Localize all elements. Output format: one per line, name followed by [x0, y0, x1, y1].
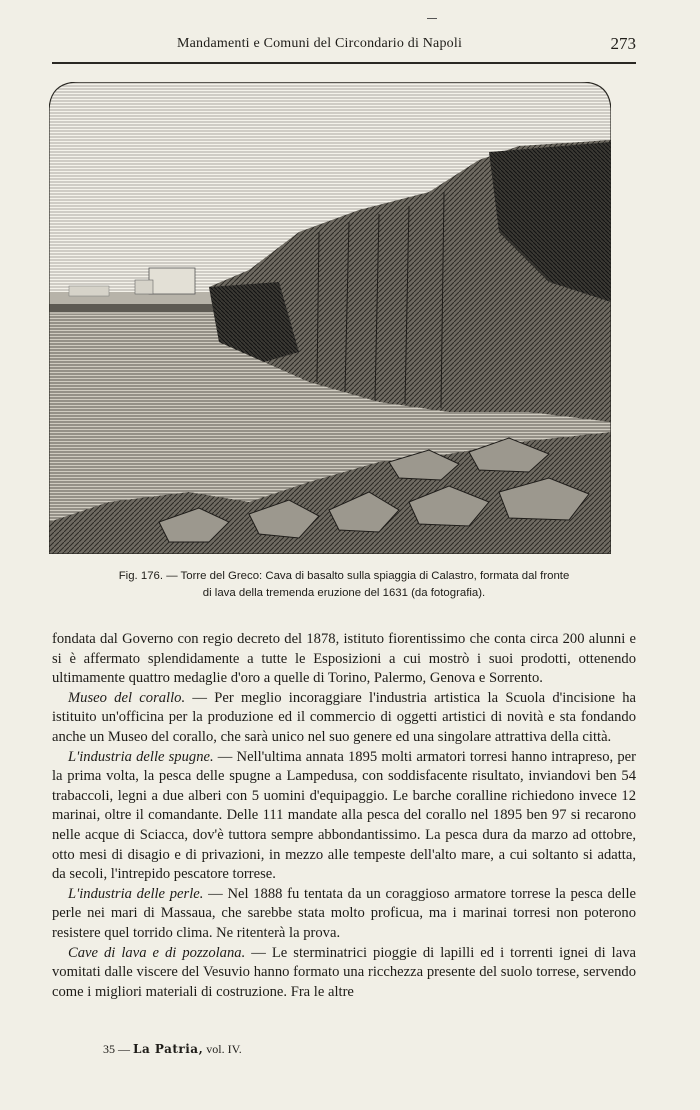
paragraph-cave-title: Cave di lava e di pozzolana.: [68, 944, 246, 961]
running-header: [52, 36, 636, 58]
paragraph-perle: [52, 885, 636, 944]
paragraph-cave-text: — Le sterminatrici pioggie di lapilli ed i torrenti ignei di lava vomitati dalle viscere del Vesuvio hanno formato una ricchezza presente del suolo torrese, servendo come i migliori materiali di costruzione. Fra le altre: [52, 944, 636, 1000]
caption-line-2: di lava della tremenda eruzione del 1631 (da fotografia).: [202, 587, 486, 599]
page-footer: [103, 1042, 242, 1057]
running-title: Mandamenti e Comuni del Circondario di Napoli: [177, 36, 463, 51]
header-rule: [52, 62, 636, 64]
paragraph-spugne: [52, 748, 636, 885]
article-body: [52, 630, 636, 1002]
paragraph-1: fondata dal Governo con regio decreto del 1878, istituto fiorentissimo che conta circa 200 alunni e si è affermato splendidamente a tutte le Esposizioni a cui mostrò i suoi prodotti, ottenendo ultimamente quattro medaglie d'oro a quelle di Torino, Palermo, Genova e Sorrento.: [52, 631, 636, 687]
paragraph-spugne-title: L'industria delle spugne.: [68, 748, 214, 765]
paragraph-museo: [52, 689, 636, 748]
paragraph-perle-title: L'industria delle perle.: [68, 885, 204, 902]
footer-publication: La Patria,: [133, 1042, 204, 1056]
basalt-quarry-illustration: [49, 82, 611, 554]
page-number: 273: [610, 34, 636, 53]
engraving-figure: [49, 82, 611, 554]
footer-volume: vol. IV.: [206, 1042, 242, 1056]
paragraph-spugne-text: — Nell'ultima annata 1895 molti armatori torresi hanno intrapreso, per la prima volta, la pesca delle spugne a Lampedusa, con soddisfacente risultato, inviandovi ben 54 trabaccoli, legni a due alberi con 5 uomini d'equipaggio. Le barche coralline richiedono invece 12 marinai, oltre il comandante. Delle 111 mandate alla pesca del corallo nel 1895 ben 97 si recarono nelle acque di Sciacca, dov'è tuttora sempre abbondantissimo. La pesca dura da marzo ad ottobre, otto mesi di disagio e di privazioni, in mezzo alle tempeste dell'alto mare, a cui soltanto si adatta, da secoli, l'intrepido pescatore torrese.: [52, 748, 636, 883]
top-margin-mark: [427, 18, 437, 19]
paragraph-perle-text: — Nel 1888 fu tentata da un coraggioso armatore torrese la pesca delle perle nei mari di Massaua, che sarebbe stata molto proficua, ma i marinai torresi non poterono resistere quel torrido clima. Ne ritenterà la prova.: [52, 885, 636, 941]
paragraph-museo-title: Museo del corallo.: [68, 689, 186, 706]
figure-caption: [52, 568, 636, 602]
footer-signature: 35 —: [103, 1042, 130, 1056]
caption-line-1: Fig. 176. — Torre del Greco: Cava di basalto sulla spiaggia di Calastro, formata dal fronte: [118, 570, 570, 582]
paragraph-museo-text: — Per meglio incoraggiare l'industria artistica la Scuola d'incisione ha istituito un'officina per la produzione ed il commercio di oggetti artistici di novità e sta fondando anche un Museo del corallo, che sarà unico nel suo genere ed una singolare attrattiva della città.: [52, 689, 636, 745]
paragraph-cave: [52, 944, 636, 1003]
